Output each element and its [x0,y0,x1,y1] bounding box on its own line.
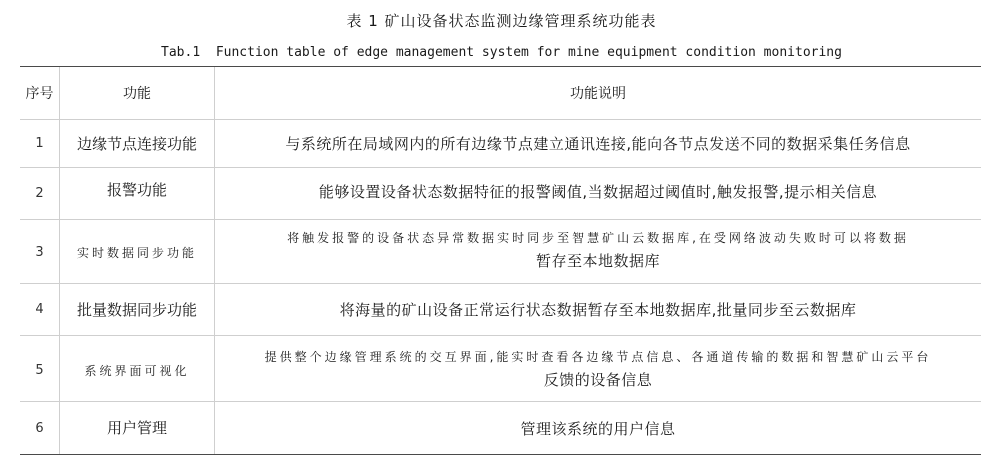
row-5-description-line-2: 反馈的设备信息 [543,370,653,389]
row-1-function: 边缘节点连接功能 [76,135,197,153]
row-5-function: 系统界面可视化 [84,363,190,378]
row-5-index: 5 [35,362,44,378]
row-2-description: 能够设置设备状态数据特征的报警阈值,当数据超过阈值时,触发报警,提示相关信息 [318,182,878,201]
row-6-function: 用户管理 [106,418,167,437]
row-divider [20,219,981,220]
header-index: 序号 [25,86,54,102]
row-3-description-line-1: 将触发报警的设备状态异常数据实时同步至智慧矿山云数据库,在受网络波动失败时可以将数据 [287,230,909,245]
table-caption-english: Tab.1 Function table of edge management system for mine equipment condition monitoring [161,45,842,60]
row-divider [20,335,981,336]
row-6-description: 管理该系统的用户信息 [520,419,676,438]
header-function: 功能 [123,86,151,102]
row-4-function: 批量数据同步功能 [76,300,197,319]
row-2-function: 报警功能 [106,180,167,199]
row-5-description-line-1: 提供整个边缘管理系统的交互界面,能实时查看各边缘节点信息、各通道传输的数据和智慧矿山云平台 [264,349,932,364]
row-3-description-line-2: 暂存至本地数据库 [535,251,660,270]
row-1-index: 1 [35,136,44,151]
row-1-description: 与系统所在局域网内的所有边缘节点建立通讯连接,能向各节点发送不同的数据采集任务信息 [285,135,911,153]
function-table [20,66,981,455]
table-caption-chinese: 表 1 矿山设备状态监测边缘管理系统功能表 [346,12,657,30]
row-4-index: 4 [35,302,44,317]
header-description: 功能说明 [570,86,626,102]
row-3-function: 实时数据同步功能 [76,245,197,260]
row-4-description: 将海量的矿山设备正常运行状态数据暂存至本地数据库,批量同步至云数据库 [339,300,857,319]
row-6-index: 6 [35,420,44,436]
row-2-index: 2 [35,186,44,201]
row-3-index: 3 [35,244,44,260]
